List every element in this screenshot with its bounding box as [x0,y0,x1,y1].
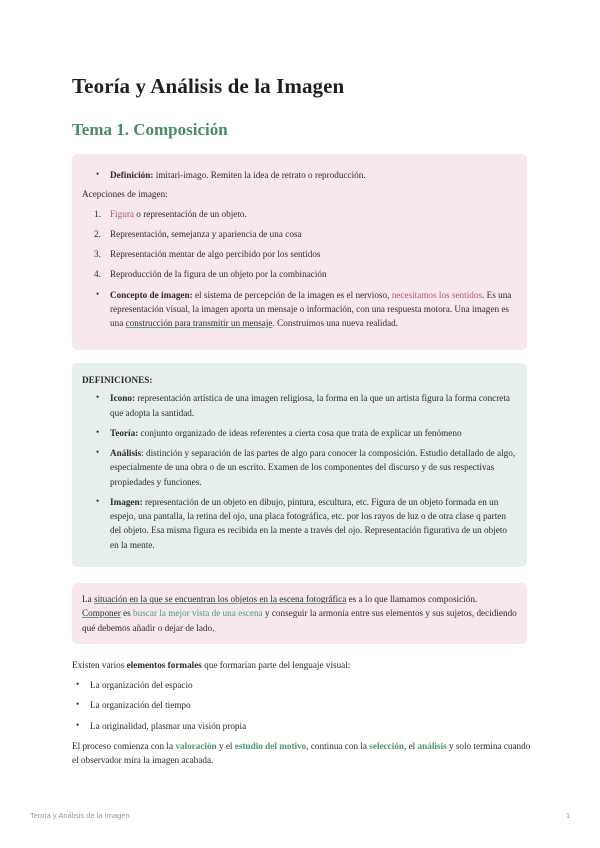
elementos-intro [72,658,532,672]
item-text: o representación de un objeto. [134,208,247,219]
item-text: Representación mentar de algo percibido por los sentidos [110,249,321,259]
entry-label: Icono: [110,393,136,404]
concepto-label: Concepto de imagen: [110,289,193,300]
definicion-text: imitari-imago. Remiten la idea de retrato o reproducción. [153,170,366,180]
estudio-highlight: estudio del motivo [234,741,307,751]
concepto-highlight: necesitamos los sentidos [391,289,483,300]
callout-composicion [72,583,527,644]
item-text: Representación, semejanza y apariencia de una cosa [110,228,302,239]
analisis-highlight: análisis [417,741,447,751]
mejor-vista-highlight: buscar la mejor vista de una escena [133,608,263,619]
definicion-item [82,168,517,182]
seleccion-highlight: selección [369,741,404,751]
footer-title: Teoría y Análisis de la Imagen [30,811,130,820]
componer-underline: Componer [82,608,121,619]
text: , el [404,741,418,751]
entry-label: Análisis [110,448,142,458]
entry-text: : distinción y separación de las partes de algo para conocer la composición. Estudio detallado de algo, especialmente de una obra o de un escrito. Examen de los componentes del discurso y de sus respectivas propiedades y funciones. [110,448,516,487]
definicion-entry [82,446,517,489]
entry-text: representación de un objeto en dibujo, pintura, escultura, etc. Figura de un objeto formada en un espejo, una pantalla, la retina del ojo, una placa fotográfica, etc. por los rayos de luz o de otra clase q parten del objeto. Esa misma figura es recibida en la mente a través del ojo. Representación figurativa de un objeto en la mente. [110,496,507,550]
valoracion-highlight: valoración [175,741,217,751]
list-item: • La organización del espacio [62,678,522,692]
item-text: Reproducción de la figura de un objeto por la combinación [110,269,327,280]
text: El proceso comienza con la [72,741,176,751]
acepcion-item [82,207,517,221]
item-number: 4. [94,269,101,280]
text: Existen varios [72,660,127,670]
item-number: 2. [94,228,101,239]
text: , continua con la [306,741,370,751]
text: que formarían parte del lenguaje visual: [201,660,351,670]
entry-text: representación artística de una imagen religiosa, la forma en la que un artista figura la forma concreta que adopta la santidad. [110,393,511,418]
figura-link[interactable]: Figura [110,208,134,219]
acepciones-label: Acepciones de imagen: [82,189,168,200]
proceso-paragraph [72,739,532,768]
acepcion-item [82,267,517,281]
page-number: 1 [566,811,571,820]
composicion-underline: situación en la que se encuentran los objetos en la escena fotográfica [94,594,347,604]
elementos-bold: elementos formales [126,660,202,670]
acepcion-item [82,247,517,261]
entry-text: conjunto organizado de ideas referentes a cierta cosa que trata de explicar un fenómeno [138,427,462,438]
definicion-label: Definición: [110,170,154,180]
acepcion-item [82,227,517,241]
entry-label: Imagen: [110,496,143,507]
concepto-underline: construcción para transmitir un mensaje [125,318,273,328]
concepto-text: . Es una representación visual, la imagen aporta un mensaje o información, con una respuesta motora. Una imagen es una [110,289,512,328]
callout-definicion [72,154,527,350]
composicion-paragraph [82,592,517,635]
item-number: 1. [94,208,101,219]
concepto-text: el sistema de percepción de la imagen es el nervioso, [192,289,392,300]
text: es a lo que llamamos composición. [346,594,478,604]
section-title: Tema 1. Composición [72,120,228,139]
entry-label: Teoría: [110,427,139,438]
text: y el [216,741,235,751]
list-item: • La organización del tiempo [62,698,522,712]
item-number: 3. [94,249,101,259]
definicion-entry [82,391,517,420]
text: y solo termina cuando el observador mira la imagen acabada. [72,741,531,766]
elementos-list [62,678,522,733]
list-item: • La originalidad, plasmar una visión propia [62,719,522,733]
definicion-entry [82,426,517,440]
page-title: Teoría y Análisis de la Imagen [72,74,345,98]
callout-definiciones [72,363,527,567]
text: y conseguir la armonía entre sus elementos y sus sujetos, decidiendo qué debemos añadir o dejar de lado. [82,608,517,633]
concepto-text: . Construimos una nueva realidad. [272,318,399,328]
text: es [120,608,134,619]
concepto-item [82,288,517,331]
text: La [82,594,94,604]
definiciones-heading: DEFINICIONES: [82,375,153,385]
definicion-entry [82,495,517,552]
